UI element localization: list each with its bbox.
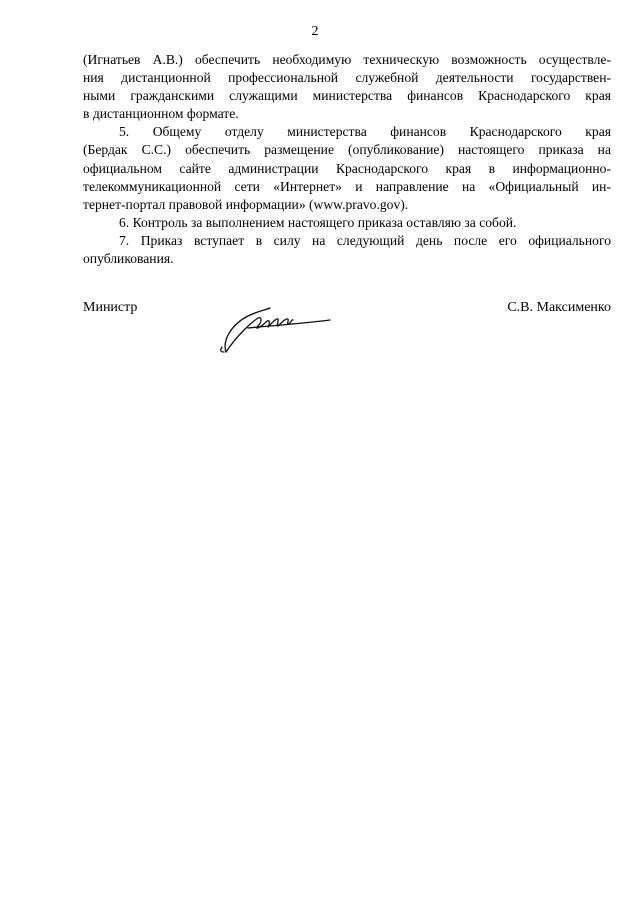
body-line: (Бердак С.С.) обеспечить размещение (опубликование) настоящего приказа на: [83, 142, 611, 158]
body-line: опубликования.: [83, 251, 174, 267]
position-title: Министр: [83, 300, 138, 315]
body-line: (Игнатьев А.В.) обеспечить необходимую техническую возможность осуществле-: [83, 52, 611, 67]
page-number: 2: [311, 24, 319, 39]
body-line: ния дистанционной профессиональной служебной деятельности государствен-: [83, 70, 611, 86]
body-line: телекоммуникационной сети «Интернет» и направление на «Официальный ин-: [83, 178, 611, 194]
body-line: официальном сайте администрации Краснодарского края в информационно-: [83, 160, 611, 176]
body-line: 6. Контроль за выполнением настоящего приказа оставляю за собой.: [119, 214, 517, 230]
body-line: 7. Приказ вступает в силу на следующий день после его официального: [119, 232, 611, 248]
signer-name: С.В. Максименко: [507, 300, 611, 315]
body-line: 5. Общему отделу министерства финансов Краснодарского края: [119, 124, 611, 140]
body-line: тернет-портал правовой информации» (www.pravo.gov).: [83, 196, 409, 212]
handwritten-signature: [218, 300, 338, 360]
body-line: в дистанционном формате.: [83, 106, 239, 122]
body-line: ными гражданскими служащими министерства финансов Краснодарского края: [83, 88, 611, 104]
signature-block: [83, 300, 611, 370]
document-body: [83, 51, 611, 268]
